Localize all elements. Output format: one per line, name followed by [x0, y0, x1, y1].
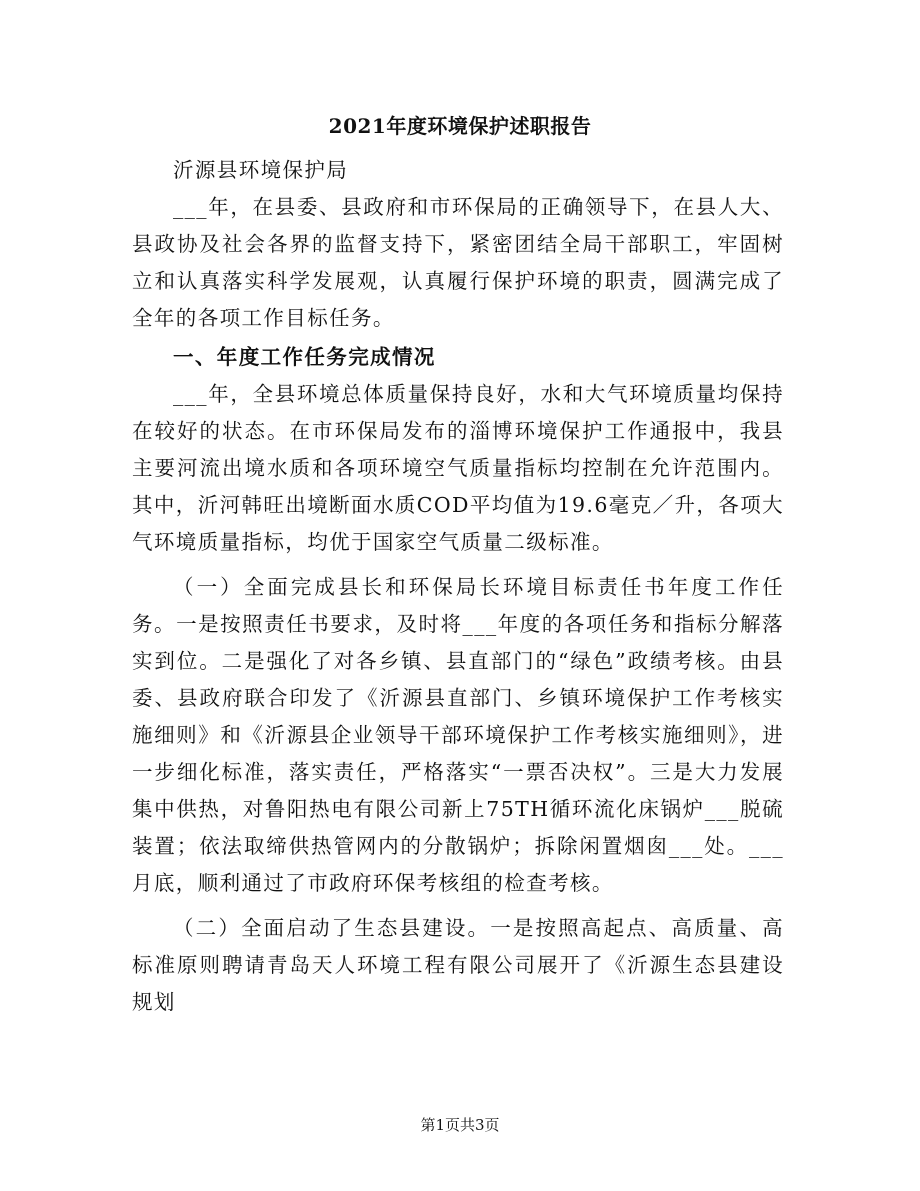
- document-body: [132, 152, 784, 1021]
- paragraph-targets: （一）全面完成县长和环保局长环境目标责任书年度工作任务。一是按照责任书要求，及时将___年度的各项任务和指标分解落实到位。二是强化了对各乡镇、县直部门的“绿色”政绩考核。由县委、县政府联合印发了《沂源县直部门、乡镇环境保护工作考核实施细则》和《沂源县企业领导干部环境保护工作考核实施细则》，进一步细化标准，落实责任，严格落实“一票否决权”。三是大力发展集中供热，对鲁阳热电有限公司新上75TH循环流化床锅炉___脱硫装置；依法取缔供热管网内的分散锅炉；拆除闲置烟囱___处。___月底，顺利通过了市政府环保考核组的检查考核。: [132, 575, 784, 895]
- paragraph-intro: ___年，在县委、县政府和市环保局的正确领导下，在县人大、县政协及社会各界的监督支持下，紧密团结全局干部职工，牢固树立和认真落实科学发展观，认真履行保护环境的职责，圆满完成了全年的各项工作目标任务。: [132, 195, 784, 330]
- section-heading: 一、年度工作任务完成情况: [173, 345, 436, 369]
- paragraph-overview: ___年，全县环境总体质量保持良好，水和大气环境质量均保持在较好的状态。在市环保局发布的淄博环境保护工作通报中，我县主要河流出境水质和各项环境空气质量指标均控制在允许范围内。其中，沂河韩旺出境断面水质COD平均值为19.6毫克／升，各项大气环境质量指标，均优于国家空气质量二级标准。: [132, 382, 784, 554]
- page-footer: 第1页共3页: [420, 1116, 500, 1134]
- author-line: 沂源县环境保护局: [173, 158, 349, 182]
- document-title: 2021年度环境保护述职报告: [328, 114, 592, 138]
- paragraph-ecology: （二）全面启动了生态县建设。一是按照高起点、高质量、高标准原则聘请青岛天人环境工程有限公司展开了《沂源生态县建设规划: [132, 916, 784, 1014]
